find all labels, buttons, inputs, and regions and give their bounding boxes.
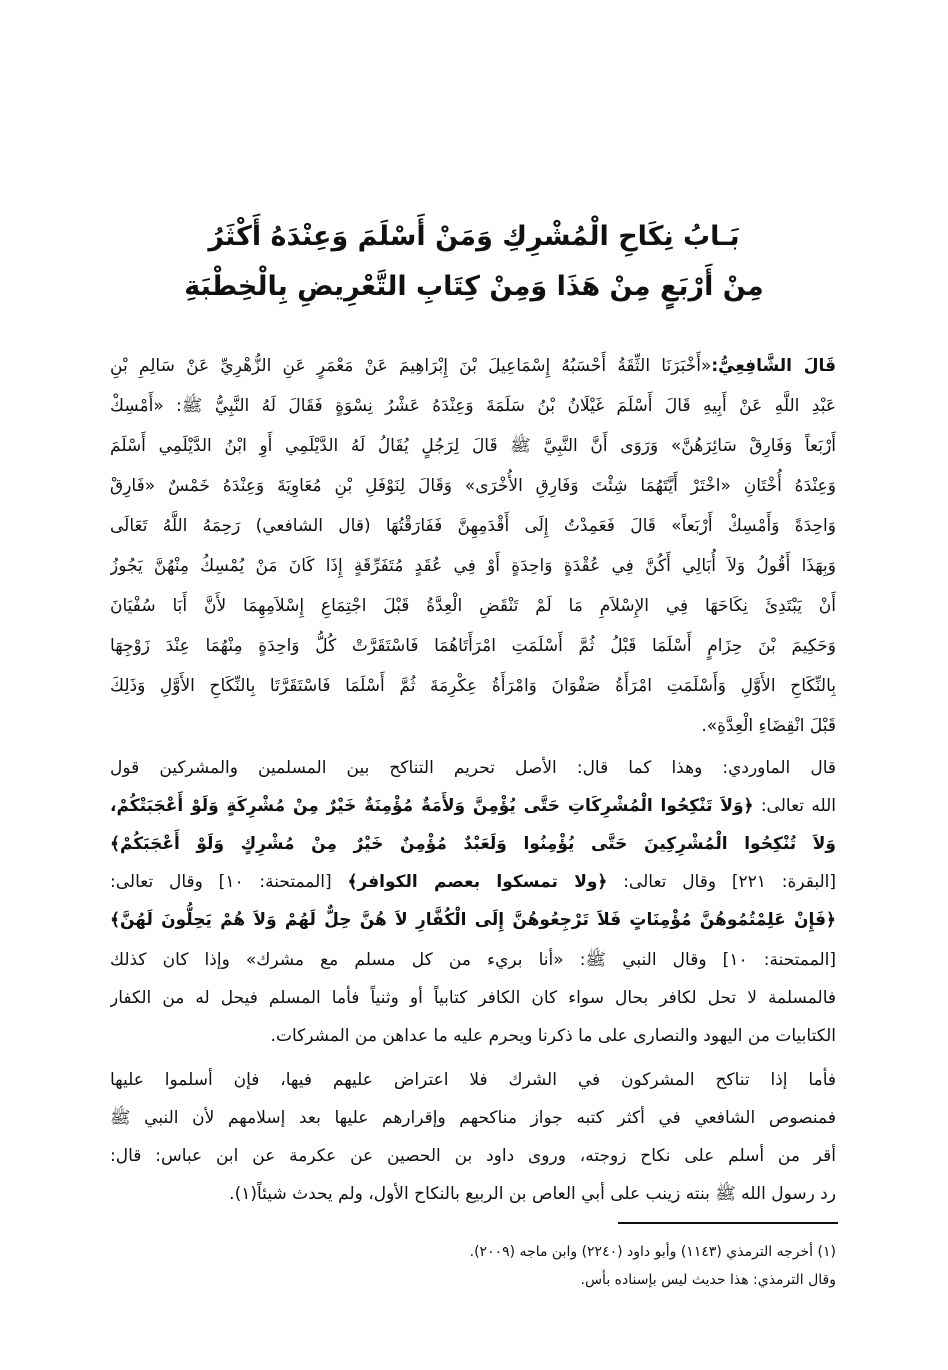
shafii-line-2: عَبْدِ اللَّهِ عَنْ أَبِيهِ قَالَ أَسْلَمَ غَيْلَانُ بْنُ سَلَمَةَ وَعِنْدَهُ عَشْرُ نِسْوَةٍ فَقَالَ لَهُ النَّبِيُّ ﷺ: «أَمْسِكْ bbox=[110, 396, 836, 416]
para2-line-4 bbox=[110, 1174, 836, 1214]
mawardi-line-1: قال الماوردي: وهذا كما قال: الأصل تحريم التناكح بين المسلمين والمشركين قول bbox=[110, 758, 836, 778]
footnote-reference: (١). bbox=[229, 1184, 257, 1204]
shafii-line-4: وَعِنْدَهُ أُخْتَانِ «اخْتَرْ أَيَّتَهُمَا شِئْتَ وَفَارِقِ الأُخْرَى» وَقَالَ لِنَوْفَلِ بْنِ مُعَاوِيَةَ وَعِنْدَهُ خَمْسٌ «فَارِقْ bbox=[110, 476, 836, 496]
chapter-title-line-1: بَـابُ نِكَاحِ الْمُشْرِكِ وَمَنْ أَسْلَمَ وَعِنْدَهُ أَكْثَرُ bbox=[208, 221, 740, 252]
shafii-line-6: وَبِهَذَا أَقُولُ وَلاَ أُبَالِي أَكُنَّ فِي عُقْدَةٍ وَاحِدَةٍ أَوْ فِي عُقَدٍ مُتَفَرِّقَةٍ إِذَا كَانَ مَنْ يُمْسِكُ مِنْهُنَّ يَجُوزُ bbox=[110, 556, 836, 576]
mawardi-line-2 bbox=[110, 786, 836, 826]
footnote-1: (١) أخرجه الترمذي (١١٤٣) وأبو داود (٢٢٤٠) وابن ماجه (٢٠٠٩). bbox=[469, 1244, 836, 1260]
mawardi-line-5: ﴿فَإِنْ عَلِمْتُمُوهُنَّ مُؤْمِنَاتٍ فَلاَ تَرْجِعُوهُنَّ إِلَى الْكُفَّارِ لاَ هُنَّ حِلٌّ لَهُمْ وَلاَ هُمْ يَحِلُّونَ لَهُنَّ﴾ bbox=[110, 910, 836, 930]
mawardi-line-4 bbox=[110, 862, 836, 902]
shafii-line-9: بِالنِّكَاحِ الأَوَّلِ وَأَسْلَمَتِ امْرَأَةُ صَفْوَانَ وَامْرَأَةُ عِكْرِمَةَ ثُمَّ أَسْلَمَا فَاسْتَقَرَّتَا بِالنِّكَاحِ الأَوَّلِ وَذَلِكَ bbox=[110, 676, 836, 696]
shafii-line-1 bbox=[110, 346, 836, 386]
citation-baqara: [البقرة: ٢٢١] وقال تعالى: bbox=[623, 872, 836, 892]
para2-text: رد رسول الله ﷺ بنته زينب على أبي العاص بن الربيع بالنكاح الأول، ولم يحدث شيئاً bbox=[257, 1184, 836, 1204]
para2-line-2: فمنصوص الشافعي في أكثر كتبه جواز مناكحهم وإقرارهم عليها بعد إسلامهم لأن النبي ﷺ bbox=[110, 1108, 836, 1128]
mawardi-line-3: وَلاَ تُنْكِحُوا الْمُشْرِكِينَ حَتَّى يُؤْمِنُوا وَلَعَبْدٌ مُؤْمِنٌ خَيْرٌ مِنْ مُشْرِكٍ وَلَوْ أَعْجَبَكُمْ﴾ bbox=[110, 834, 836, 854]
para2-line-1: فأما إذا تناكح المشركون في الشرك فلا اعتراض عليهم فيها، فإن أسلموا عليها bbox=[110, 1070, 836, 1090]
mawardi-line-8: الكتابيات من اليهود والنصارى على ما ذكرنا ويحرم عليه ما عداهن من المشركات. bbox=[270, 1026, 836, 1046]
mawardi-intro: الله تعالى: bbox=[760, 796, 836, 816]
quran-verse-2: ﴿ولا تمسكوا بعصم الكوافر﴾ bbox=[347, 872, 608, 892]
mawardi-line-6: [الممتحنة: ١٠] وقال النبي ﷺ: «أنا بريء من كل مسلم مع مشرك» وإذا كان كذلك bbox=[110, 950, 836, 970]
shafii-label: قَالَ الشَّافِعِيُّ: bbox=[711, 356, 836, 376]
quran-verse-1: ﴿وَلاَ تَنْكِحُوا الْمُشْرِكَاتِ حَتَّى يُؤْمِنَّ وَلأَمَةٌ مُؤْمِنَةٌ خَيْرٌ مِنْ مُشْرِكَةٍ وَلَوْ أَعْجَبَتْكُمْ، bbox=[110, 796, 754, 816]
para2-line-3: أقر من أسلم على نكاح زوجته، وروى داود بن الحصين عن عكرمة عن ابن عباس: قال: bbox=[110, 1146, 836, 1166]
shafii-text: «أَخْبَرَنَا الثِّقَةُ أَحْسَبُهُ إِسْمَاعِيلَ بْنَ إِبْرَاهِيمَ عَنْ مَعْمَرٍ عَنِ الزُّهْرِيِّ عَنْ سَالِمِ بْنِ bbox=[110, 356, 712, 376]
shafii-line-7: أَنْ يَبْتَدِئَ نِكَاحَهَا فِي الإِسْلاَمِ مَا لَمْ تَنْقَضِ الْعِدَّةُ قَبْلَ اجْتِمَاعِ إِسْلاَمِهِمَا لأَنَّ أَبَا سُفْيَانَ bbox=[110, 596, 836, 616]
shafii-line-5: وَاحِدَةً وَأَمْسِكْ أَرْبَعاً» قَالَ فَعَمِدْتُ إِلَى أَقْدَمِهِنَّ فَفَارَقْتُهَا (قال الشافعي) رَحِمَهُ اللَّهُ تَعَالَى bbox=[110, 516, 836, 536]
shafii-line-8: وَحَكِيمَ بْنَ حِزَامٍ أَسْلَمَا قَبْلُ ثُمَّ أَسْلَمَتِ امْرَأَتَاهُمَا فَاسْتَقَرَّتْ كُلُّ وَاحِدَةٍ مِنْهُمَا عِنْدَ زَوْجِهَا bbox=[110, 636, 836, 656]
footnote-1-continued: وقال الترمذي: هذا حديث ليس بإسناده بأس. bbox=[580, 1272, 836, 1288]
chapter-title-line-2: مِنْ أَرْبَعٍ مِنْ هَذَا وَمِنْ كِتَابِ التَّعْرِيضِ بِالْخِطْبَةِ bbox=[184, 271, 764, 302]
mawardi-line-7: فالمسلمة لا تحل لكافر بحال سواء كان الكافر كتابياً أو وثنياً فأما المسلم فيحل له من الكفار bbox=[110, 988, 836, 1008]
citation-mumtahana: [الممتحنة: ١٠] وقال تعالى: bbox=[110, 872, 332, 892]
footnote-divider bbox=[618, 1222, 838, 1224]
shafii-line-3: أَرْبَعاً وَفَارِقْ سَائِرَهُنَّ» وَرَوَى أَنَّ النَّبِيَّ ﷺ قَالَ لِرَجُلٍ يُقَالُ لَهُ الدَّيْلَمِي أَوِ ابْنُ الدَّيْلَمِي أَسْلَمَ bbox=[110, 436, 836, 456]
shafii-line-10: قَبْلَ انْقِضَاءِ الْعِدَّةِ». bbox=[701, 716, 836, 736]
